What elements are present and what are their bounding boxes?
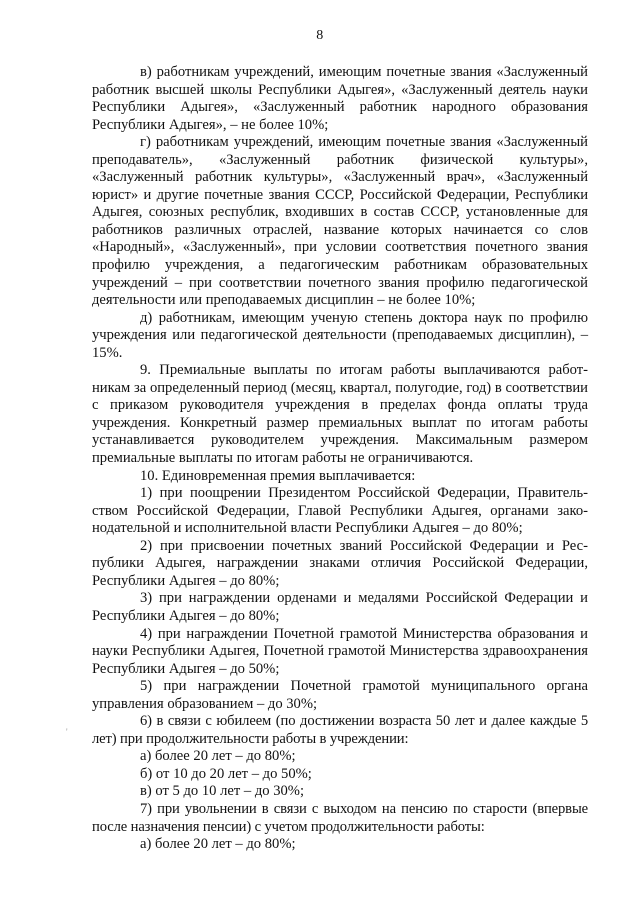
margin-mark: ': [66, 727, 68, 737]
paragraph-item-v: в) работникам учреждений, имеющим почетные звания «Заслуженный работник высшей школы Республики Адыгея», «Заслуженный деятель науки Республики Адыгея», «Заслуженный работник народного образования Республики Адыгея», – не более 10%;: [92, 64, 588, 133]
paragraph-subitem-6v: в) от 5 до 10 лет – до 30%;: [140, 783, 304, 800]
document-body: [92, 64, 588, 854]
paragraph-subitem-2: 2) при присвоении почетных званий Российской Федерации и Республики Адыгея, награждении знаками отличия Российской Федерации, Республики Адыгея – до 80%;: [92, 537, 588, 589]
page-number: 8: [316, 28, 324, 43]
paragraph-subitem-3: 3) при награждении орденами и медалями Российской Федерации и Республики Адыгея – до 80%;: [92, 590, 588, 624]
paragraph-item-g: г) работникам учреждений, имеющим почетные звания «Заслуженный преподаватель», «Заслуженный работник физической культуры», «Заслуженный работник культуры», «Заслуженный врач», «Заслуженный юрист» и другие почетные звания СССР, Российской Федерации, Республики Адыгея, союзных республик, входивших в состав СССР, установленные для работников различных отраслей, название которых начинается со слов «Народный», «Заслуженный», при условии соответствия почетного звания профилю учреждения, а педагогическим работникам образовательных учреждений – при соответствии почетного звания профилю педагогической деятельности или преподаваемых дисциплин – не более 10%;: [92, 134, 588, 309]
paragraph-subitem-6: 6) в связи с юбилеем (по достижении возраста 50 лет и далее каждые 5 лет) при продолжительности работы в учреждении:: [92, 713, 588, 747]
paragraph-subitem-5: 5) при награждении Почетной грамотой муниципального органа управления образованием – до 30%;: [92, 678, 588, 712]
paragraph-clause-9: 9. Премиальные выплаты по итогам работы выплачиваются работникам за определенный период (месяц, квартал, полугодие, год) в соответствии с приказом руководителя учреждения в пределах фонда оплаты труда учреждения. Конкретный размер премиальных выплат по итогам работы устанавливается руководителем учреждения. Максимальным размером премиальные выплаты по итогам работы не ограничиваются.: [92, 362, 588, 467]
paragraph-subitem-7a: а) более 20 лет – до 80%;: [140, 836, 296, 853]
paragraph-subitem-6b: б) от 10 до 20 лет – до 50%;: [140, 765, 312, 782]
paragraph-subitem-6a: а) более 20 лет – до 80%;: [140, 748, 296, 765]
paragraph-subitem-4: 4) при награждении Почетной грамотой Министерства образования и науки Республики Адыгея, Почетной грамотой Министерства здравоохранения Республики Адыгея – до 50%;: [92, 625, 588, 677]
paragraph-subitem-1: 1) при поощрении Президентом Российской Федерации, Правительством Российской Федерации, Главой Республики Адыгея, органами законодательной и исполнительной власти Республики Адыгея – до 80%;: [92, 485, 588, 537]
paragraph-item-d: д) работникам, имеющим ученую степень доктора наук по профилю учреждения или педагогической деятельности (преподаваемых дисциплин), – 15%.: [92, 309, 588, 361]
paragraph-subitem-7: 7) при увольнении в связи с выходом на пенсию по старости (впервые после назначения пенсии) с учетом продолжительности работы:: [92, 800, 588, 835]
paragraph-clause-10: 10. Единовременная премия выплачивается:: [140, 467, 416, 484]
